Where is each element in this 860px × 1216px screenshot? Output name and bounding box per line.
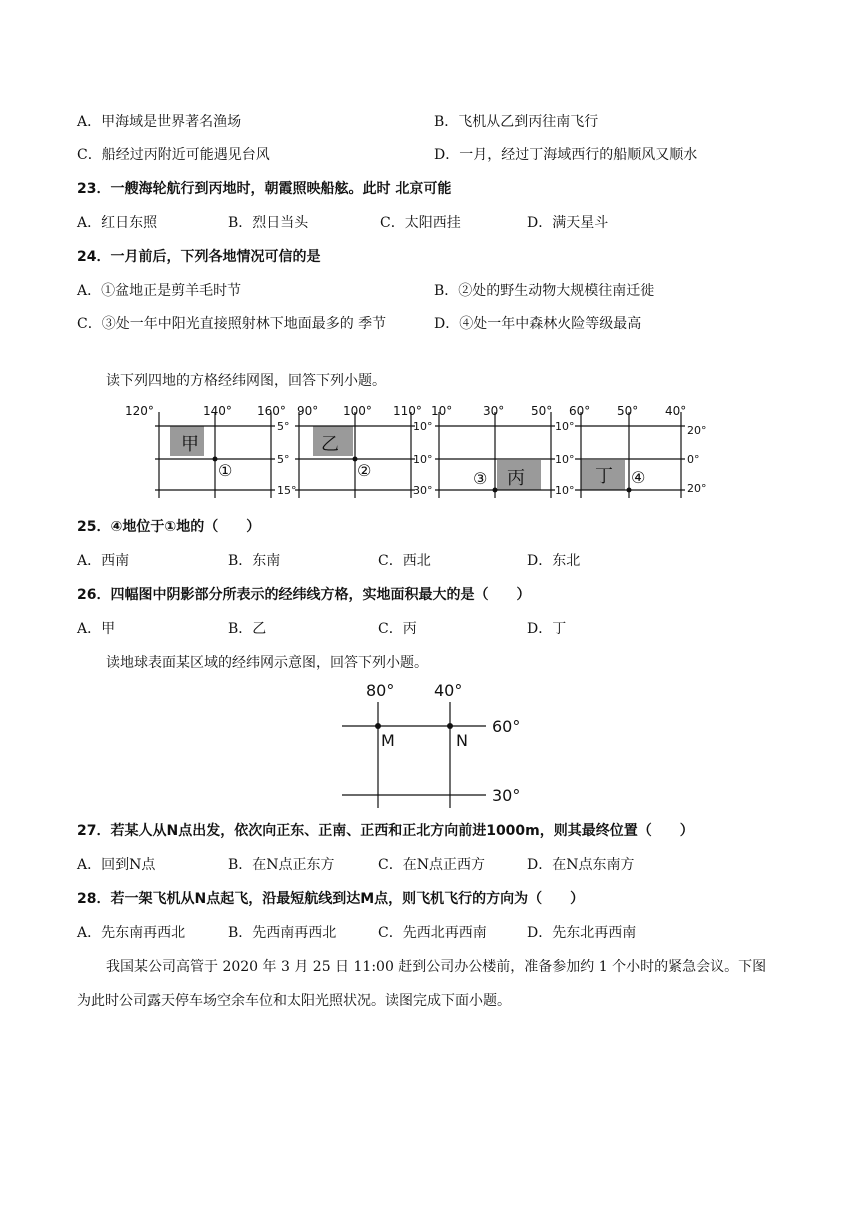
- grid1-top-label-2: 140°: [203, 404, 232, 418]
- q23-option-b: B．烈日当头: [228, 215, 309, 231]
- q22-option-a: A．甲海域是世界著名渔场: [77, 114, 242, 130]
- point-n: [447, 723, 453, 729]
- point-m-label: M: [381, 731, 395, 750]
- lon-40-label: 40°: [434, 681, 463, 700]
- q27-stem: 27．若某人从N点出发，依次向正东、正南、正西和正北方向前进1000m，则其最终位置（ ）: [77, 823, 694, 839]
- grid1-right-label-1: 5°: [277, 420, 290, 433]
- q27-option-d: D．在N点东南方: [527, 857, 635, 873]
- q25-option-c: C．西北: [378, 553, 431, 569]
- grid3-point-label: ③: [473, 469, 488, 488]
- grid2-top-label-1: 90°: [297, 404, 319, 418]
- grid2-right-label-2: 10°: [413, 453, 433, 466]
- grid1-cell-label: 甲: [181, 434, 199, 455]
- q25-option-b: B．东南: [228, 553, 281, 569]
- grid4-right-label-3: 20°: [687, 482, 707, 495]
- grid2-right-label-1: 10°: [413, 420, 433, 433]
- q24-option-d: D．④处一年中森林火险等级最高: [434, 316, 642, 332]
- grid3-right-label-3: 10°: [555, 484, 575, 497]
- grid4-cell-label: 丁: [595, 466, 613, 487]
- lon-80-label: 80°: [366, 681, 395, 700]
- intro-region-map: 读地球表面某区域的经纬网示意图，回答下列小题。: [106, 655, 428, 671]
- grid1-point: [213, 457, 218, 462]
- grid2-top-label-2: 100°: [343, 404, 372, 418]
- q22-option-d: D．一月，经过丁海域西行的船顺风又顺水: [434, 147, 698, 163]
- grid4-top-label-1: 60°: [569, 404, 591, 418]
- lat-60-label: 60°: [492, 717, 521, 736]
- point-n-label: N: [456, 731, 468, 750]
- q25-option-a: A．西南: [77, 553, 130, 569]
- four-grids-figure: [125, 402, 725, 502]
- q28-option-c: C．先西北再西南: [378, 925, 487, 941]
- grid1-top-label-3: 160°: [257, 404, 286, 418]
- q25-stem: 25．④地位于①地的（ ）: [77, 519, 261, 535]
- grid3-top-label-1: 10°: [431, 404, 453, 418]
- grid4-right-label-2: 0°: [687, 453, 700, 466]
- q24-option-a: A．①盆地正是剪羊毛时节: [77, 283, 242, 299]
- grid3-right-label-1: 10°: [555, 420, 575, 433]
- grid1-right-label-2: 5°: [277, 453, 290, 466]
- q24-stem: 24．一月前后，下列各地情况可信的是: [77, 249, 321, 265]
- q27-option-b: B．在N点正东方: [228, 857, 335, 873]
- grid4-right-label-1: 20°: [687, 424, 707, 437]
- intro-parking-line-1: 我国某公司高管于 2020 年 3 月 25 日 11:00 赶到公司办公楼前，准备参加约 1 个小时的紧急会议。下图: [106, 959, 767, 975]
- lat-30-label: 30°: [492, 786, 521, 805]
- q27-option-a: A．回到N点: [77, 857, 156, 873]
- grid3-right-label-2: 10°: [555, 453, 575, 466]
- grid2-right-label-3: 30°: [413, 484, 433, 497]
- q28-option-d: D．先东北再西南: [527, 925, 637, 941]
- q22-option-b: B．飞机从乙到丙往南飞行: [434, 114, 599, 130]
- grid1-top-label-1: 120°: [125, 404, 154, 418]
- intro-grids: 读下列四地的方格经纬网图，回答下列小题。: [106, 373, 386, 389]
- q27-option-c: C．在N点正西方: [378, 857, 485, 873]
- grid1-right-label-3: 15°: [277, 484, 297, 497]
- q26-option-d: D．丁: [527, 621, 567, 637]
- q28-option-a: A．先东南再西北: [77, 925, 186, 941]
- grid2-point-label: ②: [357, 461, 372, 480]
- grid3-point: [493, 488, 498, 493]
- point-m: [375, 723, 381, 729]
- q26-option-b: B．乙: [228, 621, 267, 637]
- grid4-top-label-3: 40°: [665, 404, 687, 418]
- grid2-cell-label: 乙: [321, 434, 339, 455]
- q24-option-b: B．②处的野生动物大规模往南迁徙: [434, 283, 655, 299]
- grid3-top-label-2: 30°: [483, 404, 505, 418]
- q23-option-a: A．红日东照: [77, 215, 158, 231]
- q26-option-a: A．甲: [77, 621, 116, 637]
- intro-parking-line-2: 为此时公司露天停车场空余车位和太阳光照状况。读图完成下面小题。: [77, 993, 511, 1009]
- q22-option-c: C．船经过丙附近可能遇见台风: [77, 147, 270, 163]
- grid3-top-label-3: 50°: [531, 404, 553, 418]
- grid2-top-label-3: 110°: [393, 404, 422, 418]
- q26-stem: 26．四幅图中阴影部分所表示的经纬线方格，实地面积最大的是（ ）: [77, 587, 531, 603]
- q23-stem: 23．一艘海轮航行到丙地时，朝霞照映船舷。此时 北京可能: [77, 181, 452, 197]
- q23-option-d: D．满天星斗: [527, 215, 609, 231]
- q23-option-c: C．太阳西挂: [380, 215, 461, 231]
- q26-option-c: C．丙: [378, 621, 417, 637]
- q28-stem: 28．若一架飞机从N点起飞，沿最短航线到达M点，则飞机飞行的方向为（ ）: [77, 891, 585, 907]
- grid4-top-label-2: 50°: [617, 404, 639, 418]
- q24-option-c: C．③处一年中阳光直接照射林下地面最多的 季节: [77, 316, 387, 332]
- q25-option-d: D．东北: [527, 553, 581, 569]
- grid4-point: [627, 488, 632, 493]
- region-graticule-map: [336, 680, 536, 810]
- grid3-cell-label: 丙: [507, 468, 525, 489]
- grid4-point-label: ④: [631, 468, 646, 487]
- q28-option-b: B．先西南再西北: [228, 925, 337, 941]
- grid1-point-label: ①: [218, 461, 233, 480]
